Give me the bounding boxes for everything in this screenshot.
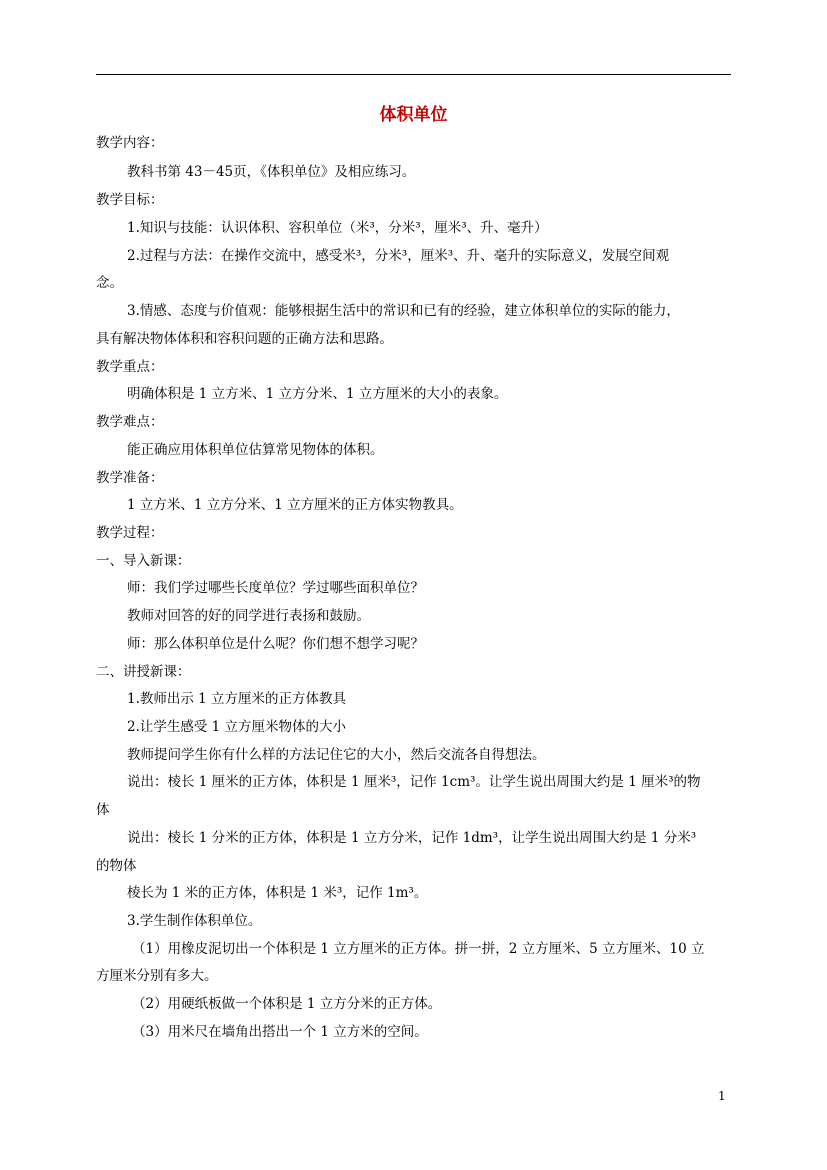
paragraph-line: 师：那么体积单位是什么呢？你们想不想学习呢？ bbox=[127, 636, 424, 652]
header-rule bbox=[96, 74, 731, 75]
paragraph-line: 方厘米分别有多大。 bbox=[96, 968, 218, 984]
paragraph-line: 教科书第 43－45页，《体积单位》及相应练习。 bbox=[127, 164, 416, 180]
section-heading-preparation: 教学准备： bbox=[96, 470, 164, 486]
paragraph-line: 1 立方米、1 立方分米、1 立方厘米的正方体实物教具。 bbox=[127, 497, 463, 513]
section-heading-content: 教学内容： bbox=[96, 135, 164, 151]
paragraph-line: 3.情感、态度与价值观：能够根据生活中的常识和已有的经验，建立体积单位的实际的能力， bbox=[127, 303, 680, 319]
section-heading-new-lesson: 二、讲授新课： bbox=[96, 664, 191, 680]
paragraph-line: （1）用橡皮泥切出一个体积是 1 立方厘米的正方体。拼一拼，2 立方厘米、5 立方厘米、10 立 bbox=[132, 941, 705, 957]
paragraph-line: 体 bbox=[96, 802, 110, 818]
paragraph-line: 教师对回答的好的同学进行表扬和鼓励。 bbox=[127, 608, 370, 624]
section-heading-difficulties: 教学难点： bbox=[96, 414, 164, 430]
paragraph-line: 的物体 bbox=[96, 858, 137, 874]
section-heading-key-points: 教学重点： bbox=[96, 359, 164, 375]
section-heading-objectives: 教学目标： bbox=[96, 192, 164, 208]
section-heading-process: 教学过程： bbox=[96, 525, 164, 541]
paragraph-line: 3.学生制作体积单位。 bbox=[127, 913, 262, 929]
section-heading-intro: 一、导入新课： bbox=[96, 553, 191, 569]
paragraph-line: 能正确应用体积单位估算常见物体的体积。 bbox=[127, 442, 384, 458]
paragraph-line: 2.过程与方法：在操作交流中，感受米³，分米³，厘米³、升、毫升的实际意义，发展空间观 bbox=[127, 248, 670, 264]
paragraph-line: 师：我们学过哪些长度单位？学过哪些面积单位？ bbox=[127, 580, 424, 596]
paragraph-line: 说出：棱长 1 厘米的正方体，体积是 1 厘米³，记作 1cm³。让学生说出周围大约是 1 厘米³的物 bbox=[127, 774, 701, 790]
paragraph-line: 具有解决物体体积和容积问题的正确方法和思路。 bbox=[96, 331, 393, 347]
paragraph-line: 1.教师出示 1 立方厘米的正方体教具 bbox=[127, 691, 347, 707]
paragraph-line: （2）用硬纸板做一个体积是 1 立方分米的正方体。 bbox=[132, 996, 442, 1012]
paragraph-line: （3）用米尺在墙角出搭出一个 1 立方米的空间。 bbox=[132, 1024, 428, 1040]
paragraph-line: 明确体积是 1 立方米、1 立方分米、1 立方厘米的大小的表象。 bbox=[127, 386, 508, 402]
paragraph-line: 2.让学生感受 1 立方厘米物体的大小 bbox=[127, 719, 347, 735]
paragraph-line: 棱长为 1 米的正方体，体积是 1 米³，记作 1m³。 bbox=[127, 885, 428, 901]
paragraph-line: 教师提问学生你有什么样的方法记住它的大小，然后交流各自得想法。 bbox=[127, 747, 546, 763]
page-title: 体积单位 bbox=[379, 105, 448, 125]
paragraph-line: 1.知识与技能：认识体积、容积单位（米³，分米³，厘米³、升、毫升） bbox=[127, 220, 548, 236]
page-number: 1 bbox=[718, 1089, 726, 1103]
paragraph-line: 说出：棱长 1 分米的正方体，体积是 1 立方分米，记作 1dm³，让学生说出周围大约是 1 分米³ bbox=[127, 830, 697, 846]
paragraph-line: 念。 bbox=[96, 275, 123, 291]
